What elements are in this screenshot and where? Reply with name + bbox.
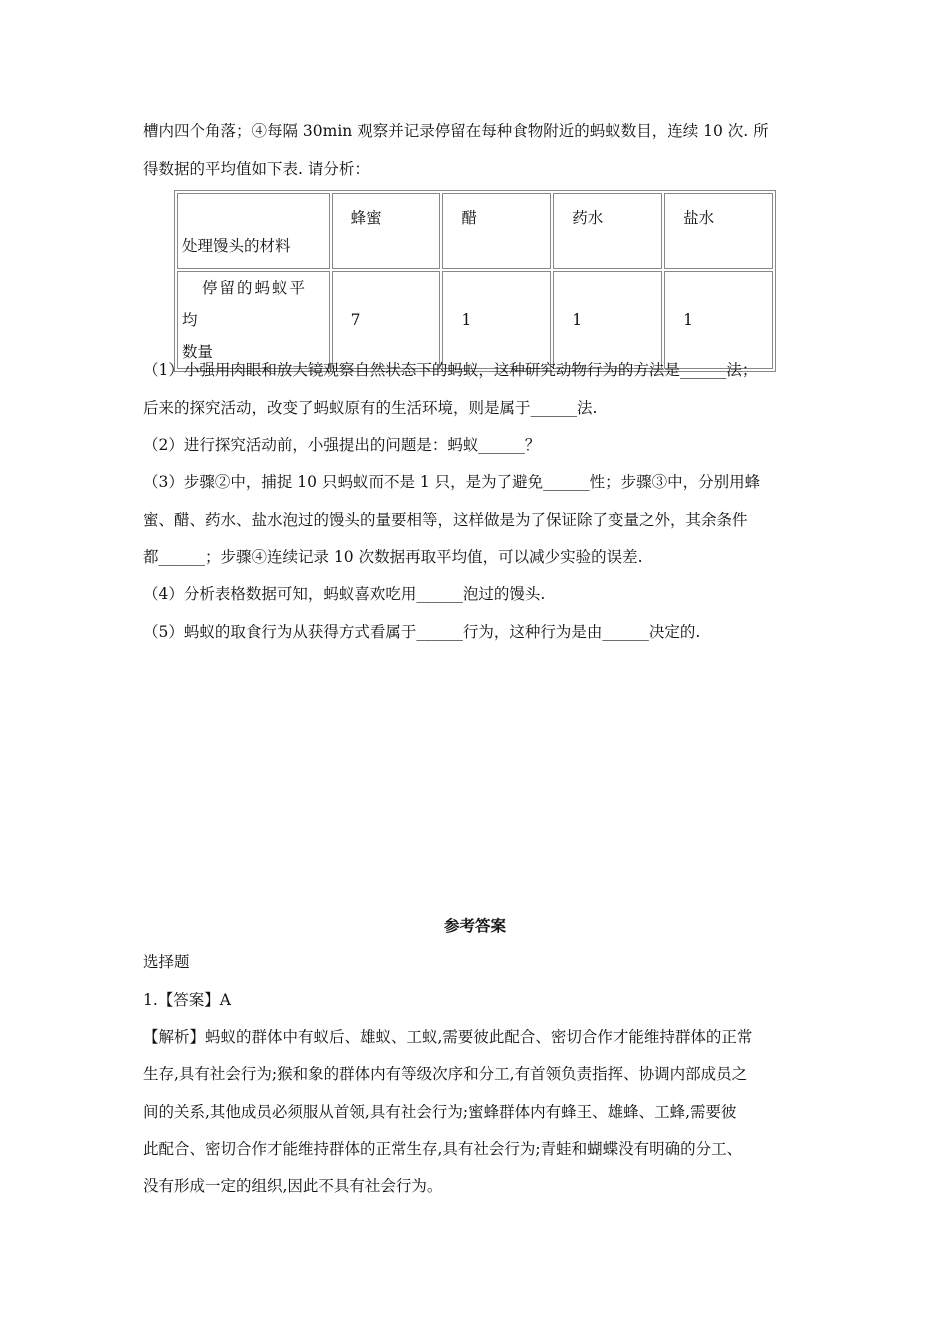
table-row-header: 停留的蚂蚁平均 数量 bbox=[177, 271, 330, 369]
table-row-header: 处理馒头的材料 bbox=[177, 193, 330, 269]
table-column-header: 药水 bbox=[553, 193, 662, 269]
intro-line-2: 得数据的平均值如下表. 请分析： bbox=[143, 160, 370, 178]
table-column-header: 盐水 bbox=[664, 193, 773, 269]
answer-1: 1.【答案】A bbox=[143, 991, 231, 1009]
table-cell: 7 bbox=[332, 271, 441, 369]
question-4: （4）分析表格数据可知，蚂蚁喜欢吃用______泡过的馒头. bbox=[143, 585, 546, 603]
explanation-line-4: 此配合、密切合作才能维持群体的正常生存,具有社会行为;青蛙和蝴蝶没有明确的分工、 bbox=[143, 1140, 743, 1158]
question-5: （5）蚂蚁的取食行为从获得方式看属于______行为，这种行为是由______决定的. bbox=[143, 623, 701, 641]
table-cell: 1 bbox=[664, 271, 773, 369]
explanation-line-3: 间的关系,其他成员必须服从首领,具有社会行为;蜜蜂群体内有蜂王、雄蜂、工蜂,需要彼 bbox=[143, 1103, 737, 1121]
explanation-line-5: 没有形成一定的组织,因此不具有社会行为。 bbox=[143, 1177, 443, 1195]
explanation-line-1: 【解析】蚂蚁的群体中有蚁后、雄蚁、工蚁,需要彼此配合、密切合作才能维持群体的正常 bbox=[143, 1028, 753, 1046]
table-row bbox=[177, 193, 773, 269]
question-1-line-2: 后来的探究活动，改变了蚂蚁原有的生活环境，则是属于______法. bbox=[143, 399, 598, 417]
question-3-line-1: （3）步骤②中，捕捉 10 只蚂蚁而不是 1 只，是为了避免______性；步骤③中，分别用蜂 bbox=[143, 473, 761, 491]
table-cell: 1 bbox=[442, 271, 551, 369]
question-3-line-2: 蜜、醋、药水、盐水泡过的馒头的量要相等，这样做是为了保证除了变量之外，其余条件 bbox=[143, 511, 748, 529]
question-3-line-3: 都______；步骤④连续记录 10 次数据再取平均值，可以减少实验的误差. bbox=[143, 548, 643, 566]
explanation-line-2: 生存,具有社会行为;猴和象的群体内有等级次序和分工,有首领负责指挥、协调内部成员之 bbox=[143, 1065, 748, 1083]
question-2: （2）进行探究活动前，小强提出的问题是：蚂蚁______？ bbox=[143, 436, 541, 454]
answers-title: 参考答案 bbox=[443, 916, 506, 935]
results-table bbox=[174, 190, 776, 372]
table-row bbox=[177, 271, 773, 369]
answers-section-heading: 选择题 bbox=[143, 953, 190, 971]
intro-line-1: 槽内四个角落；④每隔 30min 观察并记录停留在每种食物附近的蚂蚁数目，连续 10 次. 所 bbox=[143, 122, 769, 140]
table-cell: 1 bbox=[553, 271, 662, 369]
table-column-header: 醋 bbox=[442, 193, 551, 269]
table-column-header: 蜂蜜 bbox=[332, 193, 441, 269]
question-1-line-1: （1）小强用肉眼和放大镜观察自然状态下的蚂蚁，这种研究动物行为的方法是______法； bbox=[143, 361, 758, 379]
